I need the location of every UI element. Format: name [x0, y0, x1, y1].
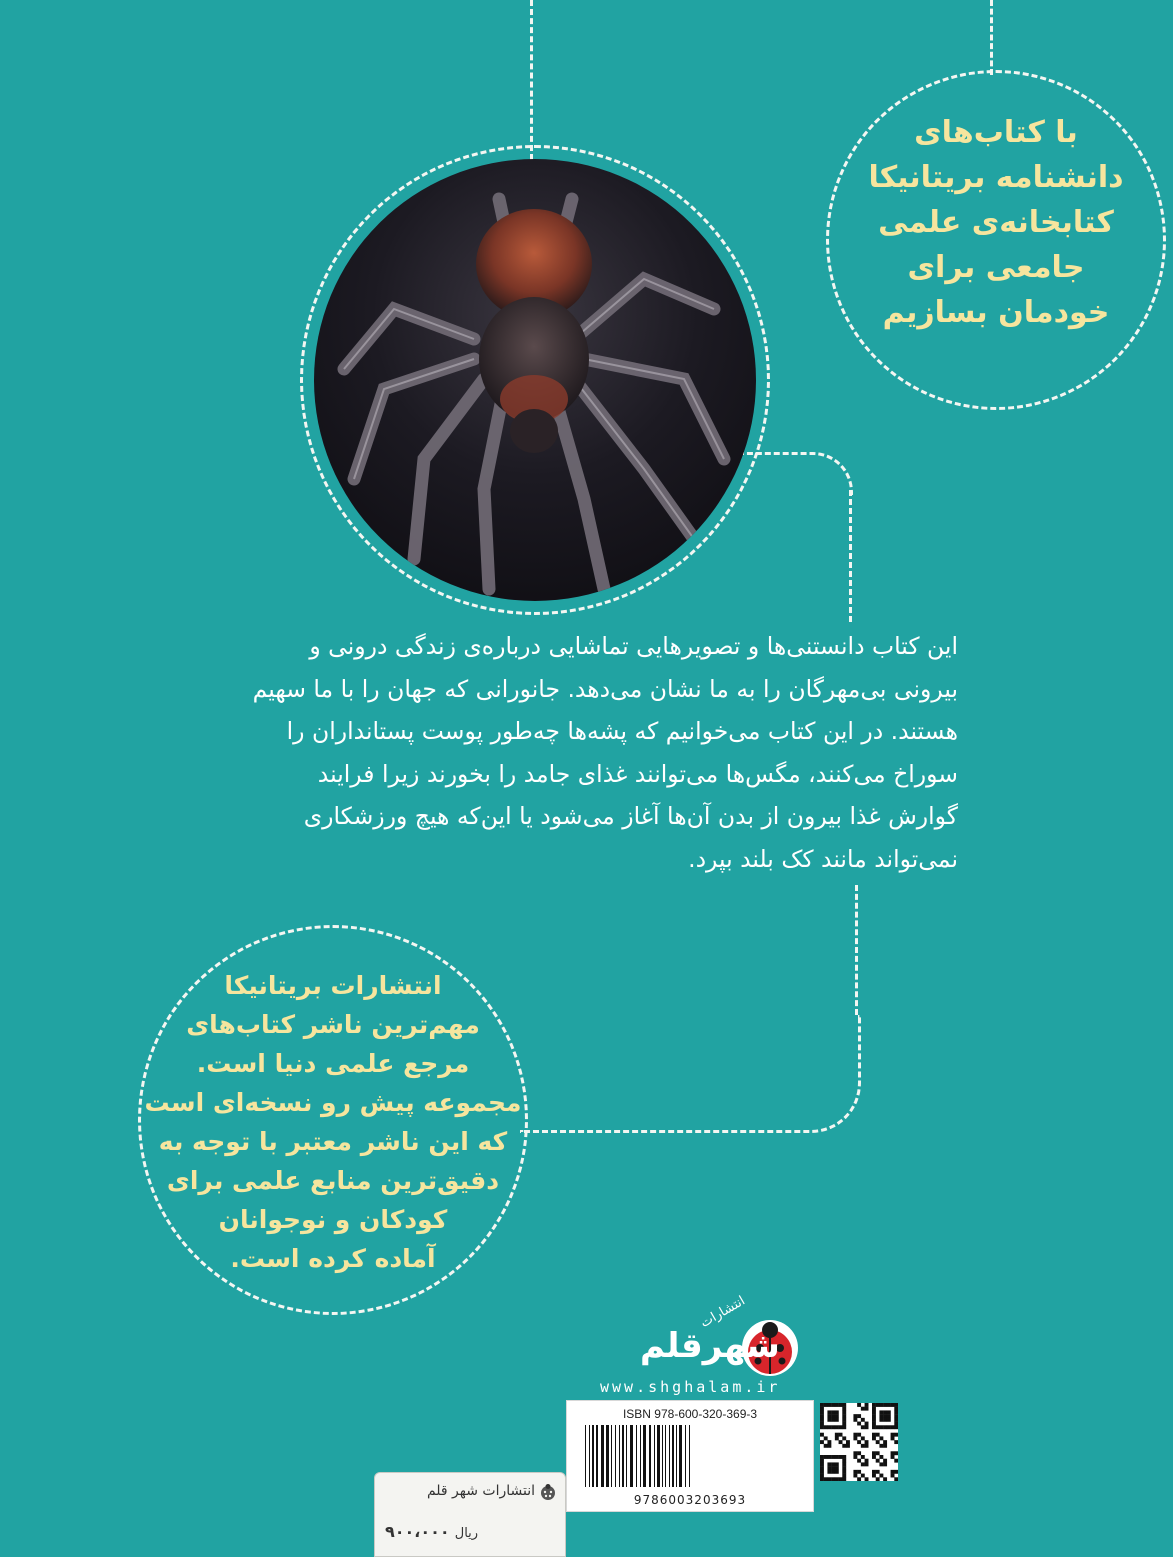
spider-photo-frame [300, 145, 770, 615]
qr-module [872, 1470, 876, 1474]
qr-module [842, 1470, 846, 1474]
sticker-price [385, 1522, 484, 1541]
qr-module [835, 1462, 839, 1466]
barcode-bar [596, 1425, 598, 1487]
qr-module [887, 1425, 891, 1429]
qr-module [876, 1451, 880, 1455]
qr-module [872, 1436, 876, 1440]
qr-module [827, 1455, 831, 1459]
qr-module [861, 1462, 865, 1466]
qr-module [865, 1407, 869, 1411]
barcode-bar [679, 1425, 682, 1487]
qr-module [820, 1440, 824, 1444]
qr-module [894, 1440, 898, 1444]
qr-module [846, 1444, 850, 1448]
qr-module [842, 1410, 846, 1414]
qr-module [872, 1474, 876, 1478]
qr-module [876, 1470, 880, 1474]
isbn-barcode [566, 1400, 814, 1512]
qr-module [835, 1418, 839, 1422]
qr-module [887, 1418, 891, 1422]
qr-module [831, 1470, 835, 1474]
qr-module [820, 1466, 824, 1470]
qr-module [879, 1444, 883, 1448]
qr-module [827, 1462, 831, 1466]
qr-module [842, 1455, 846, 1459]
qr-module [820, 1403, 824, 1407]
qr-module [883, 1444, 887, 1448]
qr-module [879, 1418, 883, 1422]
qr-module [891, 1425, 895, 1429]
barcode-bar [662, 1425, 663, 1487]
connector-line-middle-vertical [849, 490, 852, 622]
qr-module [872, 1451, 876, 1455]
qr-module [879, 1425, 883, 1429]
qr-module [883, 1410, 887, 1414]
qr-module [820, 1418, 824, 1422]
qr-module [820, 1474, 824, 1478]
qr-module [861, 1474, 865, 1478]
qr-module [879, 1462, 883, 1466]
description-line: این کتاب دانستنی‌ها و تصویرهایی تماشایی درباره‌ی زندگی درونی و [309, 632, 958, 660]
publisher-logo [640, 1293, 820, 1378]
qr-module [876, 1440, 880, 1444]
qr-module [835, 1466, 839, 1470]
qr-module [842, 1444, 846, 1448]
qr-module [861, 1418, 865, 1422]
qr-module [835, 1477, 839, 1481]
qr-module [883, 1414, 887, 1418]
connector-line-lower-vertical [855, 885, 858, 1015]
barcode-bars [581, 1425, 801, 1487]
qr-module [839, 1440, 843, 1444]
publisher-logo-small-text: انتشارات [698, 1293, 748, 1331]
price-sticker [374, 1472, 566, 1557]
top-circle-line: جامعی برای [907, 250, 1085, 285]
price-value: ۹۰۰،۰۰۰ [385, 1522, 450, 1541]
qr-module [891, 1470, 895, 1474]
qr-module [831, 1477, 835, 1481]
qr-module [894, 1470, 898, 1474]
qr-module [857, 1433, 861, 1437]
description-line: هستند. در این کتاب می‌خوانیم که پشه‌ها چه‌طور پوست پستانداران را [286, 717, 958, 745]
qr-module [842, 1462, 846, 1466]
qr-module [853, 1470, 857, 1474]
barcode-bar [665, 1425, 666, 1487]
bottom-circle-line: دقیق‌ترین منابع علمی برای [166, 1166, 500, 1195]
barcode-bar [601, 1425, 604, 1487]
qr-module [865, 1403, 869, 1407]
qr-module [827, 1477, 831, 1481]
qr-module [842, 1422, 846, 1426]
qr-module [865, 1462, 869, 1466]
barcode-bar [640, 1425, 641, 1487]
qr-module [824, 1425, 828, 1429]
qr-module [865, 1422, 869, 1426]
qr-module [879, 1414, 883, 1418]
qr-module [831, 1410, 835, 1414]
qr-module [827, 1466, 831, 1470]
qr-module [887, 1414, 891, 1418]
qr-module [835, 1455, 839, 1459]
qr-module [883, 1440, 887, 1444]
barcode-bar [643, 1425, 646, 1487]
qr-module [853, 1414, 857, 1418]
qr-module [872, 1410, 876, 1414]
top-circle-text [826, 110, 1166, 335]
qr-module [894, 1433, 898, 1437]
qr-module [827, 1418, 831, 1422]
connector-line-lower-horizontal [520, 1015, 861, 1133]
qr-module [876, 1477, 880, 1481]
qr-module [853, 1436, 857, 1440]
qr-module [883, 1425, 887, 1429]
bottom-circle-line: کودکان و نوجوانان [218, 1205, 448, 1234]
barcode-bar [615, 1425, 616, 1487]
qr-module [820, 1455, 824, 1459]
qr-module [879, 1474, 883, 1478]
qr-module [857, 1403, 861, 1407]
qr-module [839, 1477, 843, 1481]
tarantula-illustration [314, 159, 756, 601]
qr-module [879, 1410, 883, 1414]
qr-module [887, 1403, 891, 1407]
qr-module [861, 1436, 865, 1440]
top-circle-line: دانشنامه بریتانیکا [868, 160, 1124, 195]
qr-module [831, 1455, 835, 1459]
barcode-bar [669, 1425, 670, 1487]
qr-module [827, 1403, 831, 1407]
description-line: بیرونی بی‌مهرگان را به ما نشان می‌دهد. جانورانی که جهان را با ما سهیم [252, 674, 958, 703]
isbn-text: ISBN 978-600-320-369-3 [622, 1407, 758, 1421]
barcode-bar [589, 1425, 590, 1487]
qr-module [894, 1407, 898, 1411]
qr-module [839, 1403, 843, 1407]
barcode-bar [611, 1425, 612, 1487]
qr-module [857, 1470, 861, 1474]
qr-module [894, 1477, 898, 1481]
qr-module [853, 1455, 857, 1459]
qr-module [887, 1410, 891, 1414]
barcode-bar [626, 1425, 627, 1487]
qr-module [872, 1433, 876, 1437]
qr-module [827, 1425, 831, 1429]
connector-line-top-right [990, 0, 993, 75]
barcode-bar [689, 1425, 690, 1487]
qr-module [894, 1422, 898, 1426]
qr-module [842, 1459, 846, 1463]
qr-module [824, 1455, 828, 1459]
description-line: گوارش غذا بیرون از بدن آن‌ها آغاز می‌شود یا این‌که هیچ ورزشکاری [303, 802, 958, 830]
qr-module [872, 1418, 876, 1422]
qr-module [857, 1422, 861, 1426]
qr-module [831, 1466, 835, 1470]
barcode-bar [630, 1425, 633, 1487]
qr-module [879, 1403, 883, 1407]
top-circle-line: با کتاب‌های [914, 115, 1078, 150]
qr-module [842, 1403, 846, 1407]
qr-module [894, 1425, 898, 1429]
qr-module [865, 1425, 869, 1429]
qr-module [872, 1414, 876, 1418]
qr-module [872, 1422, 876, 1426]
description-line: نمی‌تواند مانند کک بلند بپرد. [688, 844, 958, 873]
qr-module [894, 1403, 898, 1407]
qr-module [824, 1477, 828, 1481]
qr-module [872, 1455, 876, 1459]
price-currency: ریال [454, 1526, 479, 1541]
bottom-circle-line: مجموعه پیش رو نسخه‌ای است [144, 1088, 522, 1117]
barcode-bar [622, 1425, 624, 1487]
qr-module [827, 1470, 831, 1474]
qr-module [839, 1455, 843, 1459]
qr-module [865, 1440, 869, 1444]
publisher-website: www.shghalam.ir [600, 1378, 781, 1396]
bottom-circle-line: مرجع علمی دنیا است. [196, 1049, 470, 1078]
qr-module [876, 1403, 880, 1407]
qr-module [853, 1451, 857, 1455]
qr-module [831, 1414, 835, 1418]
qr-module [835, 1433, 839, 1437]
qr-module [842, 1407, 846, 1411]
barcode-bar [672, 1425, 674, 1487]
barcode-bar [649, 1425, 651, 1487]
qr-module [827, 1414, 831, 1418]
qr-module [861, 1425, 865, 1429]
barcode-bar [676, 1425, 677, 1487]
qr-module [876, 1425, 880, 1429]
bottom-circle-line: که این ناشر معتبر با توجه به [158, 1127, 508, 1156]
qr-module [853, 1474, 857, 1478]
bottom-circle-text [138, 966, 528, 1278]
qr-module [861, 1455, 865, 1459]
qr-module [883, 1462, 887, 1466]
qr-module [857, 1459, 861, 1463]
barcode-bar [585, 1425, 586, 1487]
qr-module [894, 1414, 898, 1418]
barcode-bar [636, 1425, 637, 1487]
qr-module [827, 1410, 831, 1414]
qr-module [827, 1440, 831, 1444]
qr-module [865, 1459, 869, 1463]
barcode-bar [606, 1425, 609, 1487]
qr-module [883, 1459, 887, 1463]
qr-module [865, 1444, 869, 1448]
qr-module [842, 1436, 846, 1440]
qr-module [861, 1444, 865, 1448]
qr-module [883, 1477, 887, 1481]
bottom-circle-line: انتشارات بریتانیکا [224, 971, 442, 1000]
barcode-bar [654, 1425, 655, 1487]
qr-module [842, 1414, 846, 1418]
qr-module [857, 1440, 861, 1444]
qr-module [827, 1444, 831, 1448]
qr-module [835, 1425, 839, 1429]
qr-module [891, 1403, 895, 1407]
qr-module [835, 1414, 839, 1418]
barcode-bar [592, 1425, 594, 1487]
qr-code [820, 1403, 898, 1481]
qr-module [894, 1451, 898, 1455]
qr-module [872, 1407, 876, 1411]
bottom-circle-line: مهم‌ترین ناشر کتاب‌های [186, 1010, 480, 1039]
barcode-bar [619, 1425, 620, 1487]
barcode-number: 9786003203693 [633, 1493, 747, 1507]
qr-module [820, 1410, 824, 1414]
qr-module [820, 1459, 824, 1463]
connector-line-top-left [530, 0, 533, 160]
qr-module [853, 1418, 857, 1422]
qr-module [820, 1477, 824, 1481]
qr-module [872, 1425, 876, 1429]
barcode-bar [657, 1425, 660, 1487]
qr-module [820, 1422, 824, 1426]
qr-module [835, 1470, 839, 1474]
qr-module [853, 1433, 857, 1437]
qr-module [891, 1455, 895, 1459]
tarantula-image [314, 159, 756, 601]
sticker-publisher-name: انتشارات شهر قلم [426, 1483, 535, 1499]
qr-module [891, 1436, 895, 1440]
qr-module [857, 1451, 861, 1455]
qr-module [846, 1440, 850, 1444]
book-description [150, 625, 958, 880]
qr-module [883, 1418, 887, 1422]
ladybug-icon [539, 1483, 557, 1501]
qr-module [835, 1436, 839, 1440]
qr-module [831, 1403, 835, 1407]
qr-module [820, 1470, 824, 1474]
barcode-bar [685, 1425, 686, 1487]
qr-module [835, 1410, 839, 1414]
top-circle-line: کتابخانه‌ی علمی [878, 205, 1114, 240]
qr-module [883, 1403, 887, 1407]
qr-module [857, 1477, 861, 1481]
qr-module [872, 1403, 876, 1407]
qr-module [894, 1459, 898, 1463]
qr-module [842, 1425, 846, 1429]
qr-module [820, 1462, 824, 1466]
publisher-logo-name: شهرقلم [640, 1326, 780, 1366]
qr-module [876, 1459, 880, 1463]
qr-module [842, 1418, 846, 1422]
qr-module [891, 1433, 895, 1437]
qr-module [861, 1407, 865, 1411]
qr-module [865, 1477, 869, 1481]
qr-module [857, 1414, 861, 1418]
qr-module [839, 1433, 843, 1437]
qr-module [820, 1407, 824, 1411]
qr-module [842, 1466, 846, 1470]
qr-module [894, 1410, 898, 1414]
qr-module [831, 1418, 835, 1422]
bottom-circle-line: آماده کرده است. [230, 1244, 436, 1273]
qr-module [842, 1477, 846, 1481]
qr-module [820, 1425, 824, 1429]
qr-module [842, 1474, 846, 1478]
qr-module [894, 1418, 898, 1422]
qr-module [879, 1436, 883, 1440]
qr-module [891, 1451, 895, 1455]
qr-module [839, 1425, 843, 1429]
qr-module [831, 1425, 835, 1429]
qr-module [824, 1436, 828, 1440]
qr-module [824, 1444, 828, 1448]
qr-module [891, 1474, 895, 1478]
description-line: سوراخ می‌کنند، مگس‌ها می‌توانند غذای جامد را بخورند زیرا فرایند [317, 759, 958, 788]
qr-module [831, 1462, 835, 1466]
qr-module [820, 1414, 824, 1418]
qr-module [879, 1455, 883, 1459]
qr-code-pattern [820, 1403, 898, 1481]
qr-module [835, 1403, 839, 1407]
qr-module [824, 1403, 828, 1407]
qr-module [820, 1433, 824, 1437]
qr-module [876, 1433, 880, 1437]
top-circle-line: خودمان بسازیم [882, 295, 1110, 330]
